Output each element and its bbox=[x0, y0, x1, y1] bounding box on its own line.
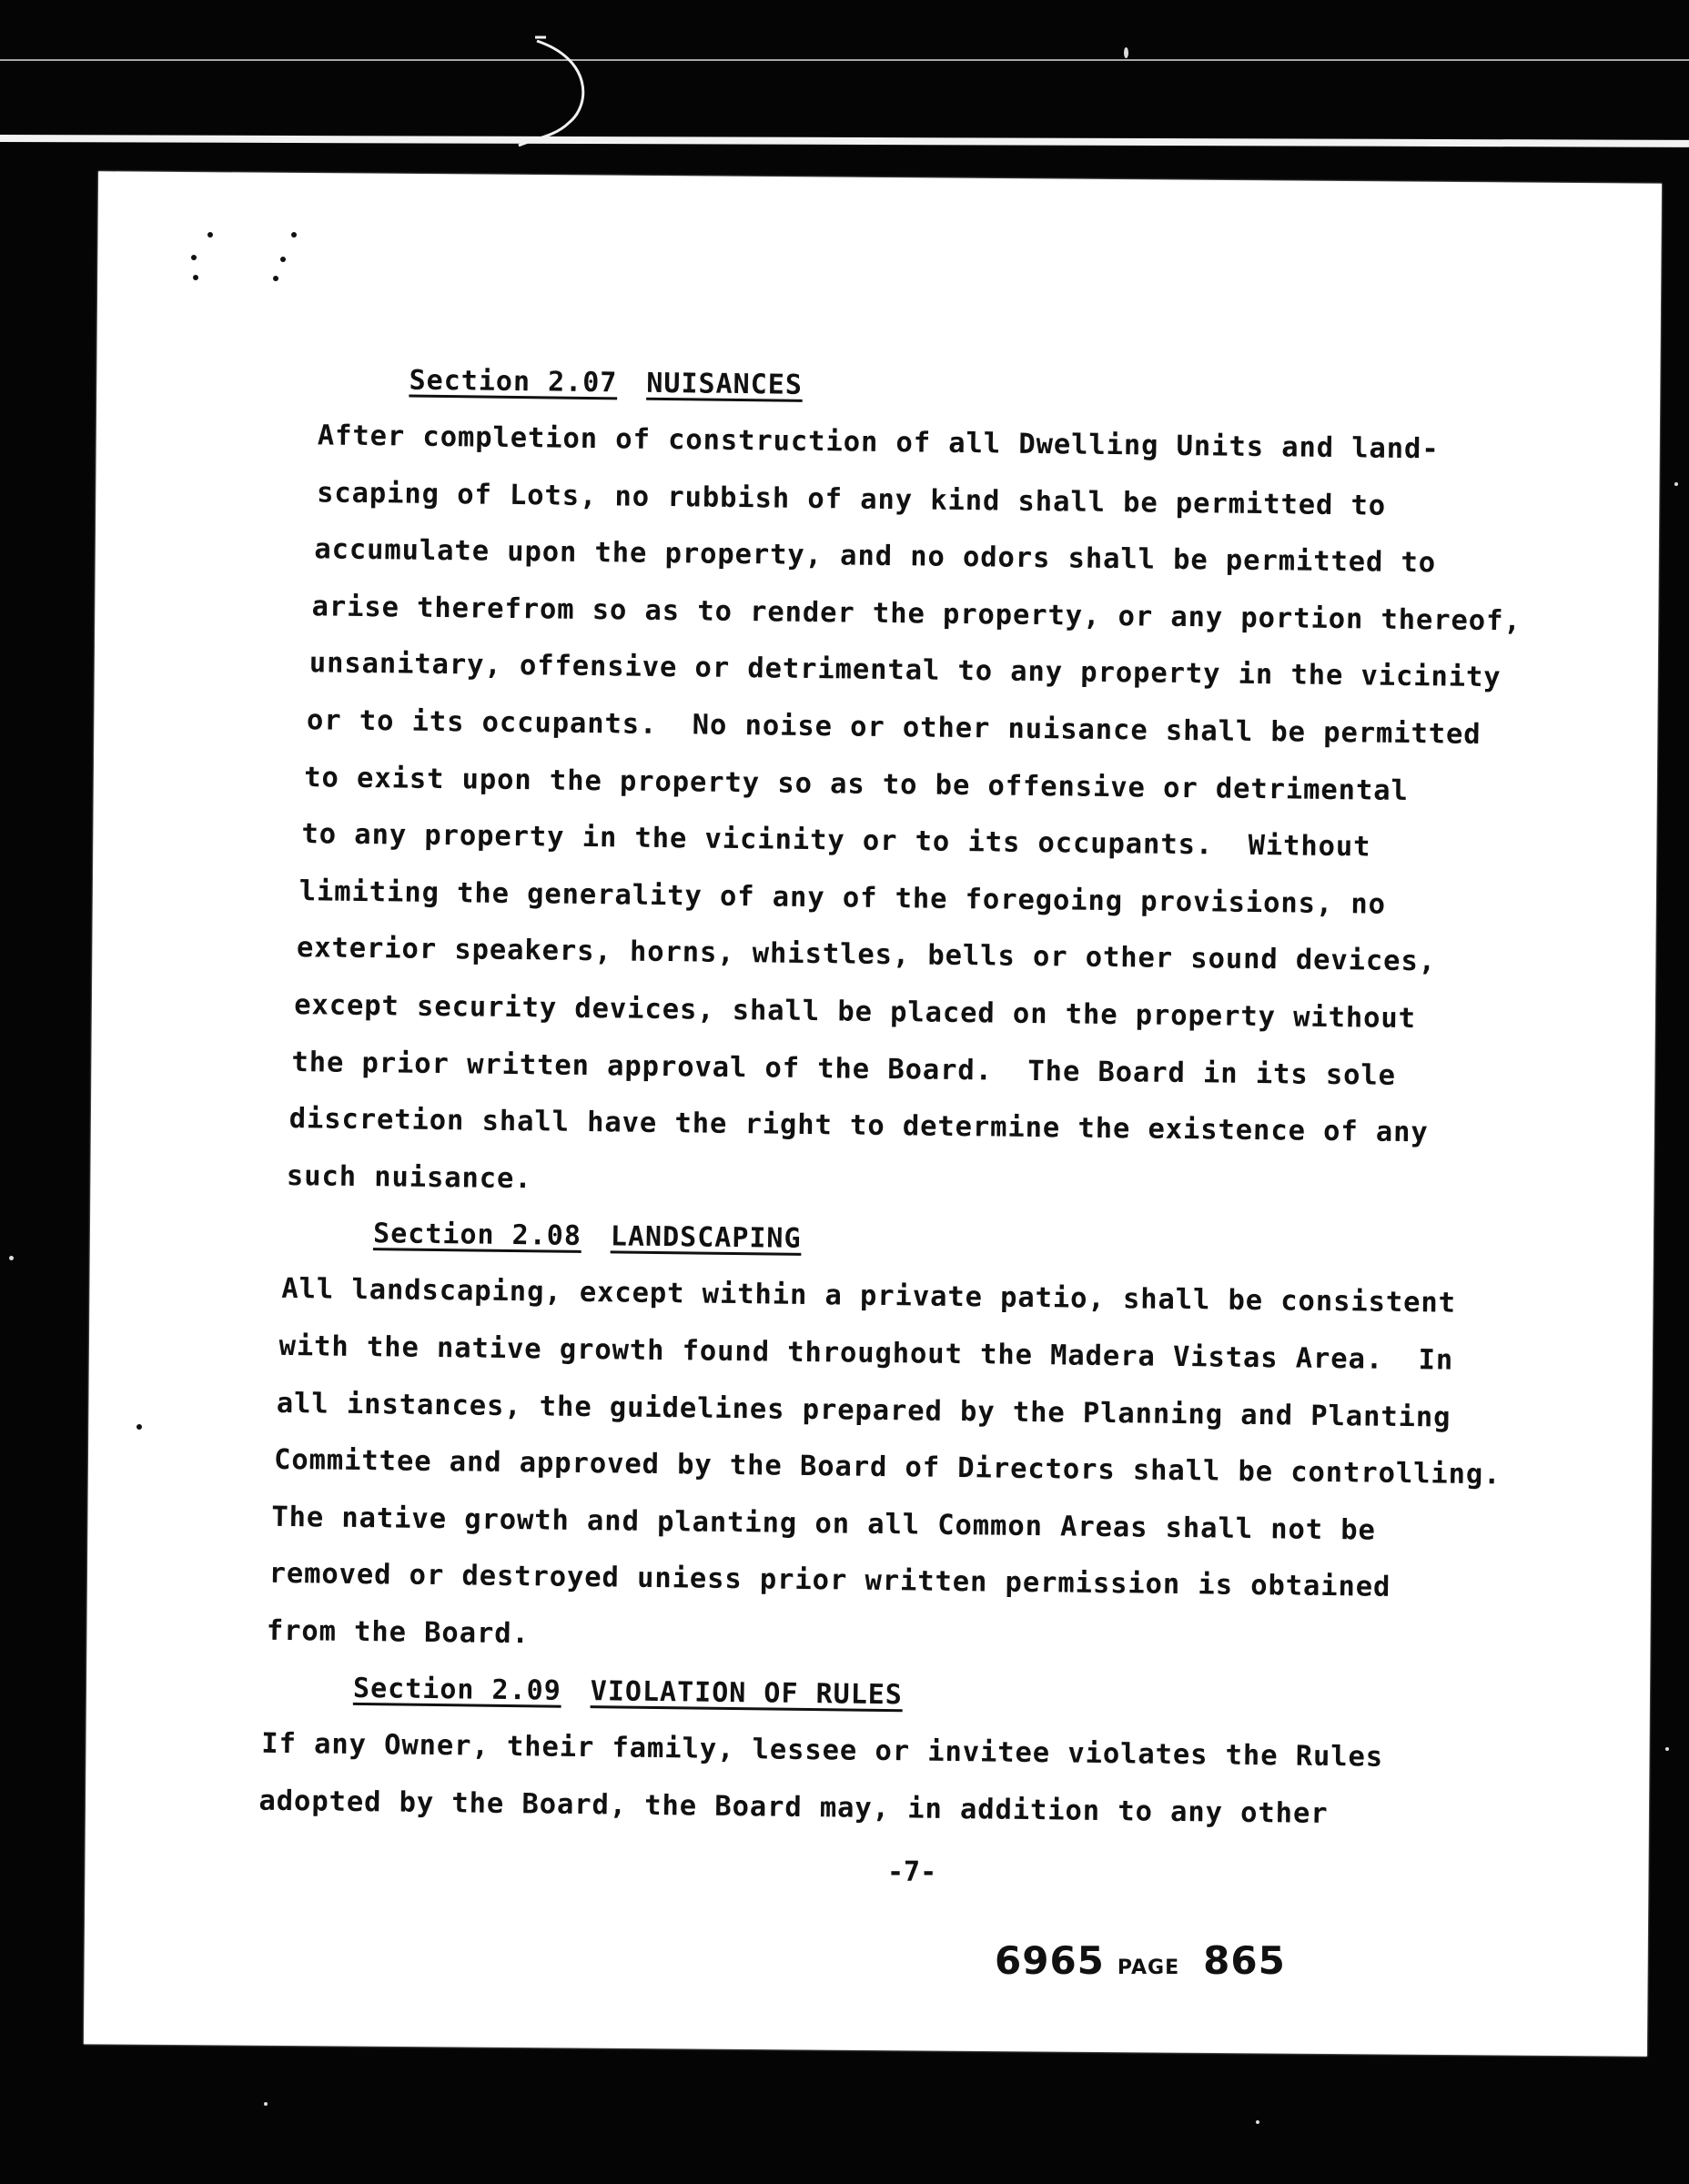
section-title: LANDSCAPING bbox=[610, 1220, 802, 1256]
scan-speck bbox=[1124, 47, 1128, 58]
text-line: with the native growth found throughout the Madera Vistas Area. In bbox=[278, 1330, 1454, 1377]
text-line: limiting the generality of any of the foregoing provisions, no bbox=[298, 875, 1387, 921]
section-number: Section 2.09 bbox=[352, 1673, 561, 1708]
text-line: adopted by the Board, the Board may, in addition to any other bbox=[258, 1785, 1329, 1831]
text-line: such nuisance. bbox=[286, 1159, 532, 1195]
recording-stamp bbox=[995, 1938, 1286, 1983]
scan-speck bbox=[1256, 2120, 1259, 2124]
scan-speck bbox=[264, 2102, 268, 2106]
text-line: removed or destroyed uniess prior written permission is obtained bbox=[268, 1558, 1391, 1604]
text-line: The native growth and planting on all Common Areas shall not be bbox=[271, 1501, 1377, 1547]
scan-edge-line bbox=[0, 59, 1689, 61]
section-2-08 bbox=[202, 1204, 1554, 1675]
text-line: or to its occupants. No noise or other nuisance shall be permitted bbox=[306, 704, 1482, 751]
scan-speck bbox=[1665, 1747, 1669, 1751]
scan-speck bbox=[9, 1256, 14, 1260]
text-line: scaping of Lots, no rubbish of any kind shall be permitted to bbox=[316, 476, 1387, 522]
text-line: the prior written approval of the Board. The Board in its sole bbox=[291, 1046, 1397, 1092]
text-line: All landscaping, except within a private patio, shall be consistent bbox=[281, 1273, 1457, 1320]
text-line: to any property in the vicinity or to its occupants. Without bbox=[301, 818, 1371, 864]
paper-curl-mark bbox=[482, 32, 619, 150]
section-title: VIOLATION OF RULES bbox=[590, 1675, 904, 1712]
section-2-07 bbox=[208, 350, 1565, 1220]
section-title: NUISANCES bbox=[646, 367, 804, 401]
text-line: After completion of construction of all Dwelling Units and land- bbox=[317, 420, 1440, 466]
recorded-page-number: 865 bbox=[1203, 1938, 1286, 1983]
text-line: unsanitary, offensive or detrimental to any property in the vicinity bbox=[308, 647, 1502, 694]
text-line: all instances, the guidelines prepared by the Planning and Planting bbox=[276, 1387, 1451, 1434]
book-number: 6965 bbox=[995, 1938, 1105, 1983]
scan-speck bbox=[1674, 482, 1678, 486]
text-line: If any Owner, their family, lessee or invitee violates the Rules bbox=[261, 1728, 1384, 1774]
text-line: except security devices, shall be placed on the property without bbox=[294, 989, 1417, 1036]
page-number: -7- bbox=[887, 1856, 937, 1888]
section-2-09 bbox=[200, 1659, 1549, 1845]
text-line: from the Board. bbox=[266, 1614, 530, 1651]
text-line: to exist upon the property so as to be offensive or detrimental bbox=[304, 761, 1409, 807]
text-line: Committee and approved by the Board of Directors shall be controlling. bbox=[273, 1443, 1502, 1491]
document-body bbox=[200, 350, 1565, 1846]
page-label: PAGE bbox=[1117, 1956, 1180, 1979]
text-line: accumulate upon the property, and no odors shall be permitted to bbox=[314, 533, 1437, 580]
section-number: Section 2.07 bbox=[409, 364, 618, 399]
text-line: exterior speakers, horns, whistles, bells or other sound devices, bbox=[296, 932, 1437, 978]
text-line: arise therefrom so as to render the property, or any portion thereof, bbox=[311, 591, 1522, 638]
section-number: Section 2.08 bbox=[372, 1218, 582, 1253]
text-line: discretion shall have the right to determine the existence of any bbox=[288, 1103, 1429, 1149]
